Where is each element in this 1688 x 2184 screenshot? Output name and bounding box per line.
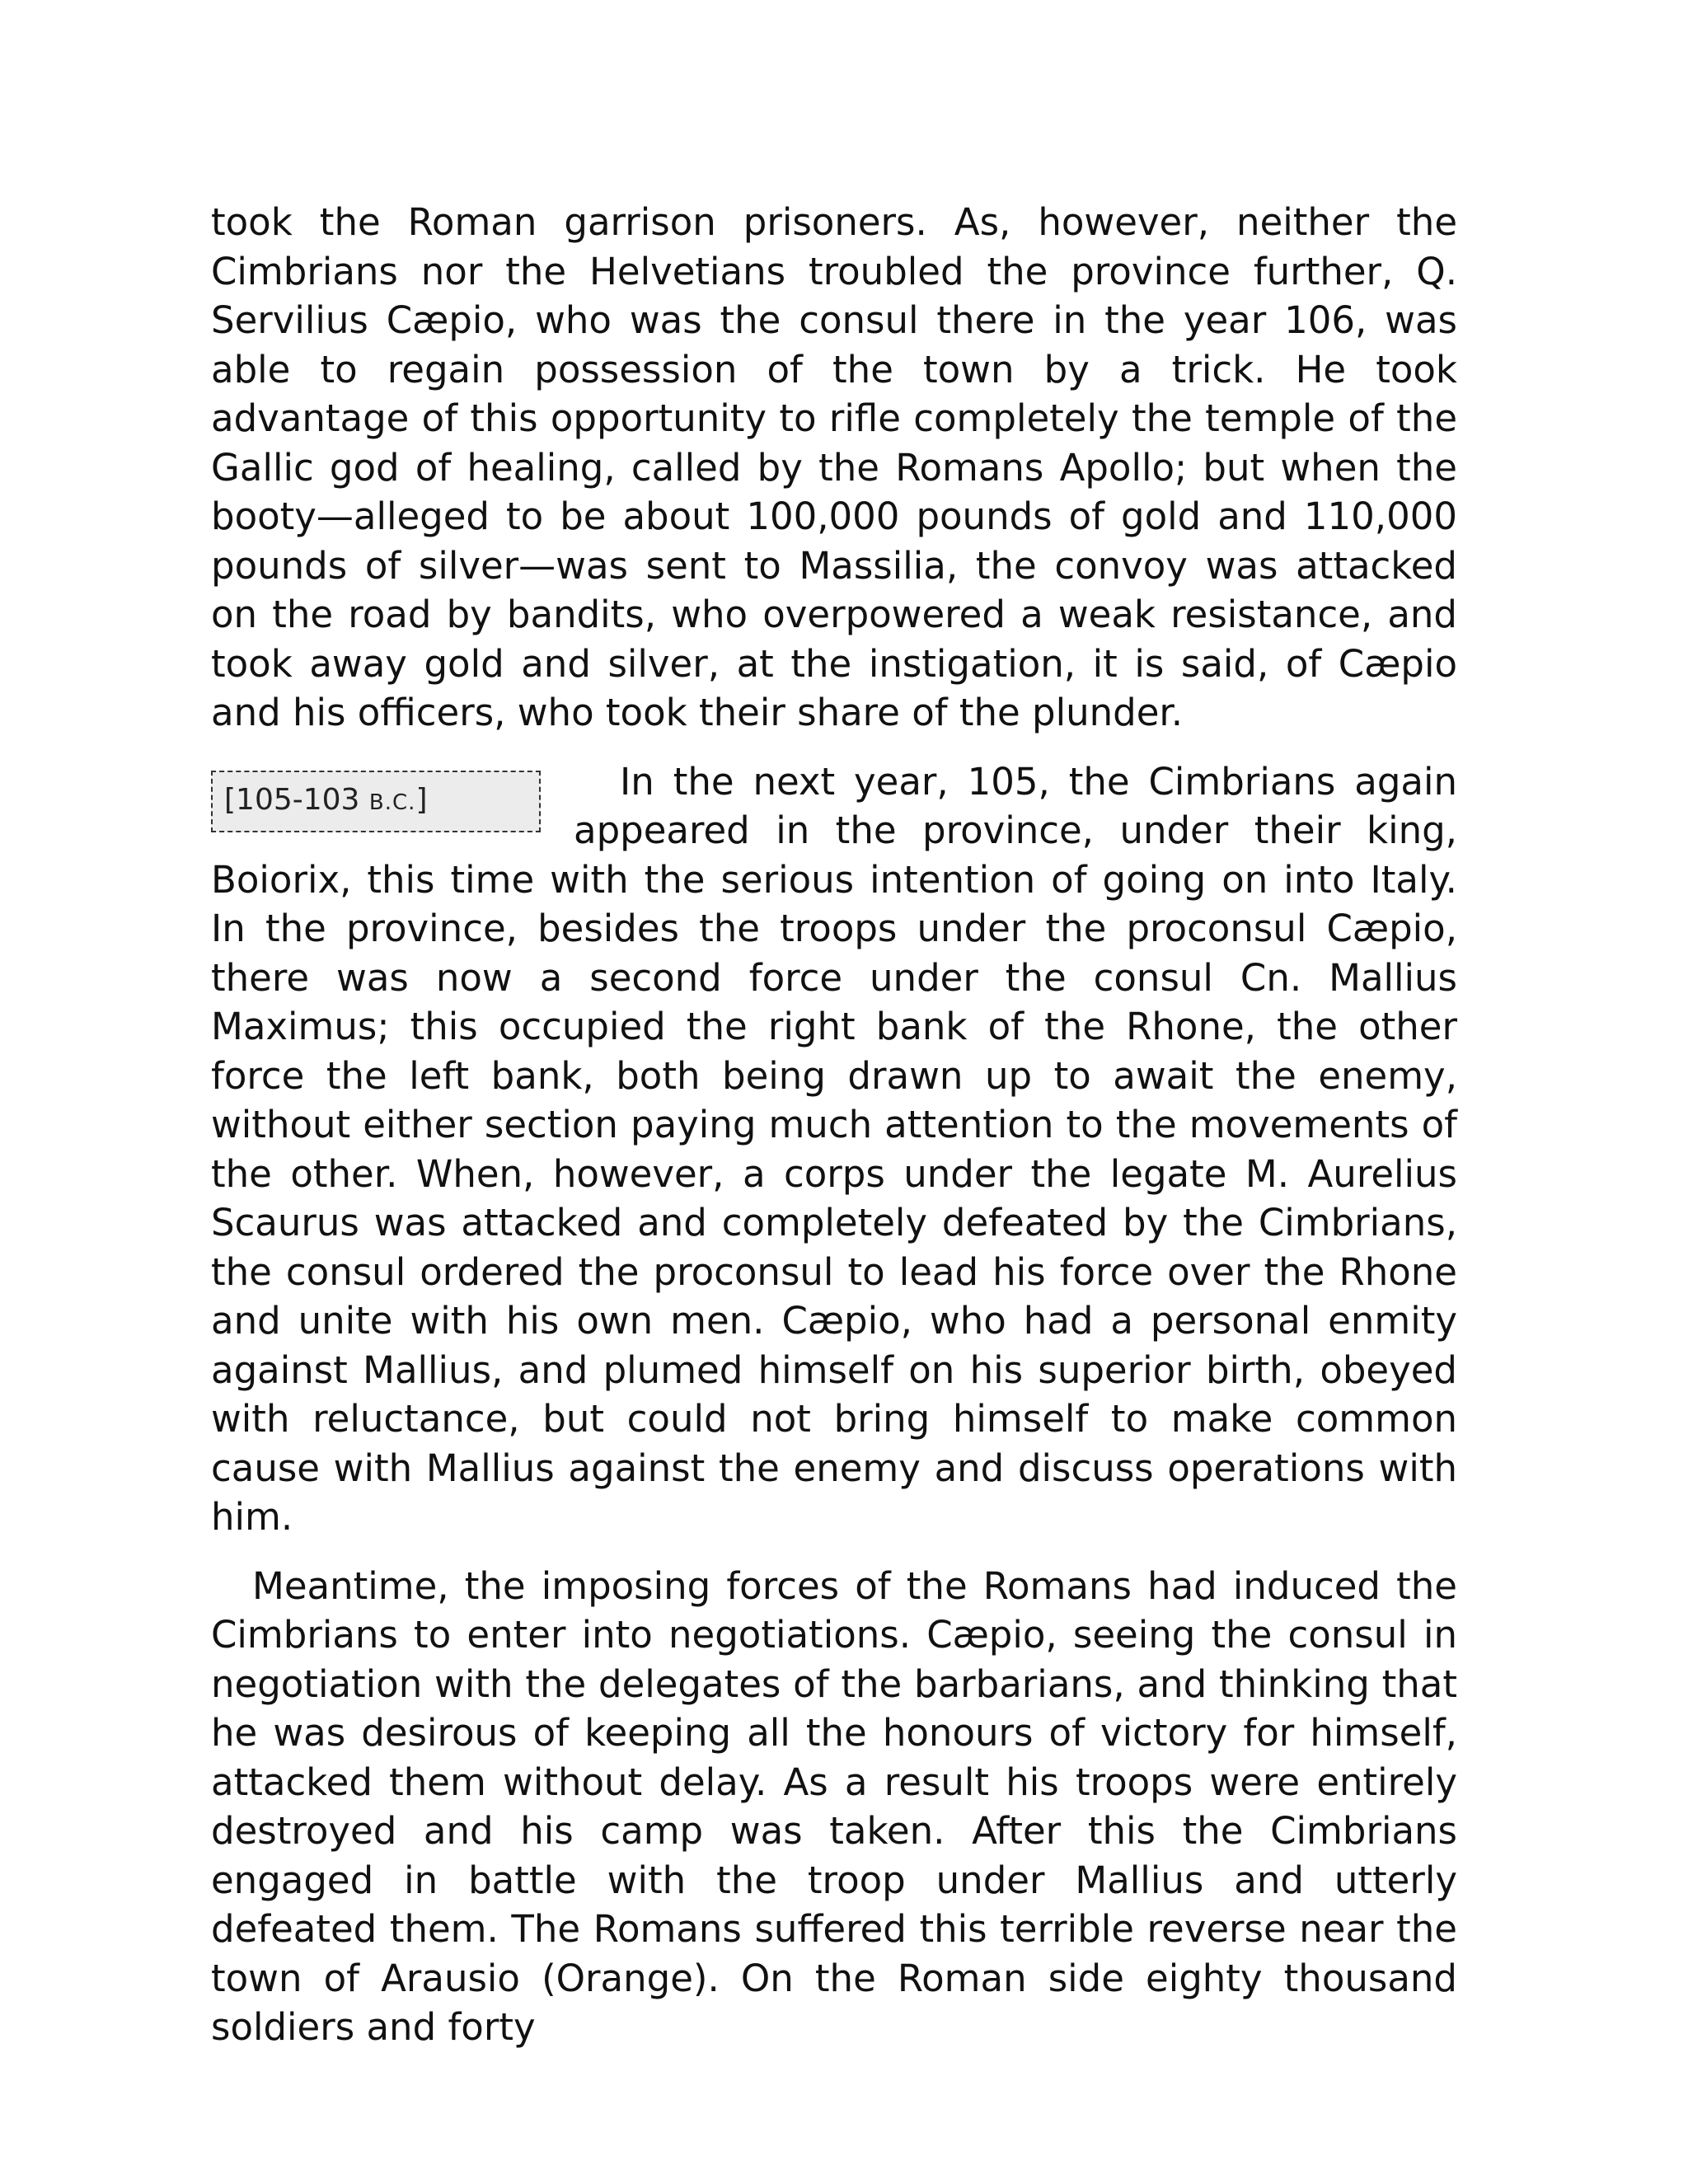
margin-note [211,771,541,832]
paragraph [211,757,1457,1542]
paragraph: took the Roman garrison prisoners. As, however, neither the Cimbrians nor the Helvetians troubled the province further, Q. Servilius Cæpio, who was the consul there in the year 106, was able to regain possession of the town by a trick. He took advantage of this opportunity to rifle completely the temple of the Gallic god of healing, called by the Romans Apollo; but when the booty—alleged to be about 100,000 pounds of gold and 110,000 pounds of silver—was sent to Massilia, the convoy was attacked on the road by bandits, who overpowered a weak resistance, and took away gold and silver, at the instigation, it is said, of Cæpio and his officers, who took their share of the plunder. [211,200,1457,734]
margin-note-close: ] [415,782,428,817]
margin-note-range: [105-103 [224,782,369,817]
paragraph-text: In the next year, 105, the Cimbrians again appeared in the province, under their king, Boiorix, this time with the serious intention of going on into Italy. In the province, besides the troops under the proconsul Cæpio, there was now a second force under the consul Cn. Mallius Maximus; this occupied the right bank of the Rhone, the other force the left bank, both being drawn up to await the enemy, without either section paying much attention to the movements of the other. When, however, a corps under the legate M. Aurelius Scaurus was attacked and completely defeated by the Cimbrians, the consul ordered the proconsul to lead his force over the Rhone and unite with his own men. Cæpio, who had a personal enmity against Mallius, and plumed himself on his superior birth, obeyed with reluctance, but could not bring himself to make common cause with Mallius against the enemy and discuss operations with him. [211,759,1457,1539]
margin-note-era: B.C. [368,790,416,815]
paragraph: Meantime, the imposing forces of the Romans had induced the Cimbrians to enter into negotiations. Cæpio, seeing the consul in negotiation with the delegates of the barbarians, and thinking that he was desirous of keeping all the honours of victory for himself, attacked them without delay. As a result his troops were entirely destroyed and his camp was taken. After this the Cimbrians engaged in battle with the troop under Mallius and utterly defeated them. The Romans suffered this terrible reverse near the town of Arausio (Orange). On the Roman side eighty thousand soldiers and forty [211,1563,1457,2049]
page-body [211,198,1457,2052]
